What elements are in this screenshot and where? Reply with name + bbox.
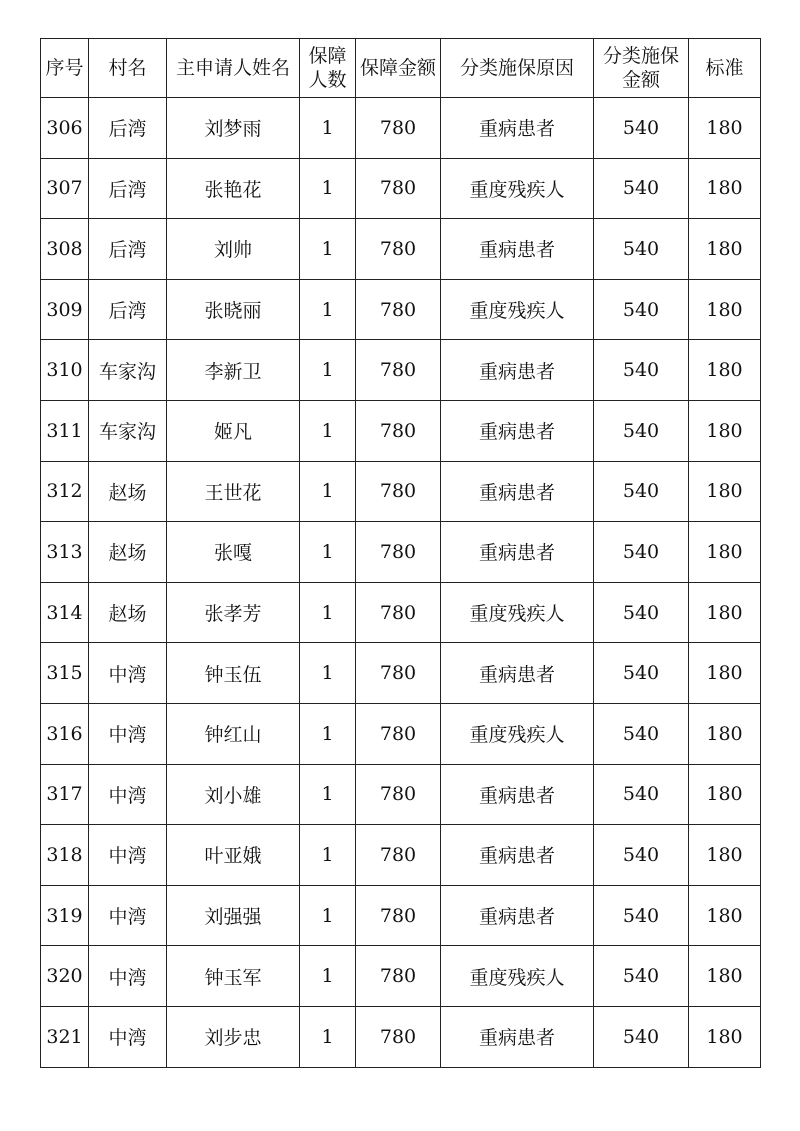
cell-village: 后湾 (89, 98, 167, 159)
cell-class-amount: 540 (594, 1006, 689, 1067)
cell-standard: 180 (689, 461, 761, 522)
cell-amount: 780 (356, 825, 441, 886)
cell-class-amount: 540 (594, 400, 689, 461)
cell-persons: 1 (300, 1006, 356, 1067)
cell-applicant-name: 钟玉军 (167, 946, 300, 1007)
cell-persons: 1 (300, 764, 356, 825)
cell-no: 316 (41, 703, 89, 764)
cell-village: 中湾 (89, 703, 167, 764)
cell-persons: 1 (300, 279, 356, 340)
cell-persons: 1 (300, 400, 356, 461)
cell-persons: 1 (300, 885, 356, 946)
header-no: 序号 (41, 39, 89, 98)
cell-persons: 1 (300, 340, 356, 401)
cell-applicant-name: 刘帅 (167, 219, 300, 280)
cell-amount: 780 (356, 158, 441, 219)
cell-applicant-name: 刘步忠 (167, 1006, 300, 1067)
cell-amount: 780 (356, 885, 441, 946)
cell-reason: 重病患者 (441, 461, 594, 522)
cell-village: 中湾 (89, 764, 167, 825)
cell-village: 中湾 (89, 946, 167, 1007)
cell-amount: 780 (356, 279, 441, 340)
cell-class-amount: 540 (594, 703, 689, 764)
cell-amount: 780 (356, 400, 441, 461)
cell-applicant-name: 刘强强 (167, 885, 300, 946)
cell-persons: 1 (300, 946, 356, 1007)
cell-applicant-name: 钟玉伍 (167, 643, 300, 704)
cell-standard: 180 (689, 158, 761, 219)
table-row (41, 400, 761, 461)
cell-class-amount: 540 (594, 582, 689, 643)
table-row (41, 764, 761, 825)
cell-no: 318 (41, 825, 89, 886)
cell-standard: 180 (689, 400, 761, 461)
cell-village: 后湾 (89, 279, 167, 340)
table-row (41, 461, 761, 522)
cell-village: 赵场 (89, 522, 167, 583)
cell-amount: 780 (356, 98, 441, 159)
table-row (41, 946, 761, 1007)
cell-class-amount: 540 (594, 219, 689, 280)
cell-amount: 780 (356, 340, 441, 401)
header-amount: 保障金额 (356, 39, 441, 98)
cell-applicant-name: 张嘎 (167, 522, 300, 583)
cell-class-amount: 540 (594, 825, 689, 886)
cell-persons: 1 (300, 825, 356, 886)
relief-table (40, 38, 761, 1068)
cell-class-amount: 540 (594, 764, 689, 825)
cell-amount: 780 (356, 219, 441, 280)
cell-village: 中湾 (89, 885, 167, 946)
cell-persons: 1 (300, 643, 356, 704)
cell-class-amount: 540 (594, 885, 689, 946)
header-reason: 分类施保原因 (441, 39, 594, 98)
table-row (41, 1006, 761, 1067)
cell-applicant-name: 李新卫 (167, 340, 300, 401)
cell-class-amount: 540 (594, 946, 689, 1007)
cell-applicant-name: 王世花 (167, 461, 300, 522)
cell-persons: 1 (300, 703, 356, 764)
cell-applicant-name: 张晓丽 (167, 279, 300, 340)
cell-persons: 1 (300, 461, 356, 522)
header-row (41, 39, 761, 98)
cell-reason: 重病患者 (441, 522, 594, 583)
table-row (41, 279, 761, 340)
cell-amount: 780 (356, 582, 441, 643)
cell-applicant-name: 刘小雄 (167, 764, 300, 825)
cell-applicant-name: 张孝芳 (167, 582, 300, 643)
cell-persons: 1 (300, 522, 356, 583)
cell-applicant-name: 张艳花 (167, 158, 300, 219)
cell-standard: 180 (689, 279, 761, 340)
cell-no: 310 (41, 340, 89, 401)
cell-class-amount: 540 (594, 643, 689, 704)
cell-reason: 重病患者 (441, 643, 594, 704)
cell-village: 中湾 (89, 1006, 167, 1067)
cell-no: 309 (41, 279, 89, 340)
header-standard: 标准 (689, 39, 761, 98)
cell-village: 中湾 (89, 643, 167, 704)
cell-class-amount: 540 (594, 158, 689, 219)
table-row (41, 643, 761, 704)
cell-no: 307 (41, 158, 89, 219)
cell-reason: 重病患者 (441, 1006, 594, 1067)
cell-standard: 180 (689, 764, 761, 825)
cell-no: 314 (41, 582, 89, 643)
cell-no: 321 (41, 1006, 89, 1067)
cell-persons: 1 (300, 582, 356, 643)
cell-village: 车家沟 (89, 400, 167, 461)
cell-no: 319 (41, 885, 89, 946)
cell-class-amount: 540 (594, 98, 689, 159)
cell-no: 306 (41, 98, 89, 159)
cell-reason: 重度残疾人 (441, 582, 594, 643)
header-applicant-name: 主申请人姓名 (167, 39, 300, 98)
cell-amount: 780 (356, 461, 441, 522)
cell-no: 312 (41, 461, 89, 522)
cell-standard: 180 (689, 340, 761, 401)
cell-applicant-name: 姬凡 (167, 400, 300, 461)
cell-persons: 1 (300, 98, 356, 159)
cell-reason: 重病患者 (441, 400, 594, 461)
cell-reason: 重病患者 (441, 764, 594, 825)
table-row (41, 340, 761, 401)
table-row (41, 522, 761, 583)
cell-applicant-name: 钟红山 (167, 703, 300, 764)
cell-persons: 1 (300, 219, 356, 280)
cell-reason: 重度残疾人 (441, 703, 594, 764)
table-row (41, 98, 761, 159)
cell-class-amount: 540 (594, 279, 689, 340)
cell-persons: 1 (300, 158, 356, 219)
cell-reason: 重病患者 (441, 885, 594, 946)
table-row (41, 825, 761, 886)
cell-reason: 重病患者 (441, 825, 594, 886)
cell-reason: 重病患者 (441, 340, 594, 401)
header-class-amount: 分类施保金额 (594, 39, 689, 98)
cell-class-amount: 540 (594, 461, 689, 522)
cell-no: 320 (41, 946, 89, 1007)
cell-amount: 780 (356, 1006, 441, 1067)
table-row (41, 703, 761, 764)
cell-standard: 180 (689, 885, 761, 946)
cell-village: 赵场 (89, 461, 167, 522)
cell-standard: 180 (689, 219, 761, 280)
cell-reason: 重病患者 (441, 98, 594, 159)
table-body (41, 98, 761, 1068)
cell-amount: 780 (356, 703, 441, 764)
cell-amount: 780 (356, 522, 441, 583)
cell-no: 317 (41, 764, 89, 825)
cell-village: 赵场 (89, 582, 167, 643)
cell-no: 313 (41, 522, 89, 583)
cell-standard: 180 (689, 703, 761, 764)
header-village: 村名 (89, 39, 167, 98)
cell-reason: 重度残疾人 (441, 158, 594, 219)
cell-standard: 180 (689, 946, 761, 1007)
cell-class-amount: 540 (594, 340, 689, 401)
cell-reason: 重度残疾人 (441, 946, 594, 1007)
cell-no: 315 (41, 643, 89, 704)
cell-village: 中湾 (89, 825, 167, 886)
cell-no: 308 (41, 219, 89, 280)
cell-reason: 重病患者 (441, 219, 594, 280)
cell-applicant-name: 叶亚娥 (167, 825, 300, 886)
cell-standard: 180 (689, 582, 761, 643)
cell-standard: 180 (689, 1006, 761, 1067)
cell-reason: 重度残疾人 (441, 279, 594, 340)
cell-village: 车家沟 (89, 340, 167, 401)
cell-applicant-name: 刘梦雨 (167, 98, 300, 159)
cell-amount: 780 (356, 946, 441, 1007)
cell-class-amount: 540 (594, 522, 689, 583)
cell-standard: 180 (689, 522, 761, 583)
cell-no: 311 (41, 400, 89, 461)
cell-standard: 180 (689, 825, 761, 886)
table-row (41, 582, 761, 643)
header-persons: 保障人数 (300, 39, 356, 98)
cell-village: 后湾 (89, 219, 167, 280)
table-row (41, 885, 761, 946)
cell-amount: 780 (356, 643, 441, 704)
table-row (41, 158, 761, 219)
table-row (41, 219, 761, 280)
cell-standard: 180 (689, 98, 761, 159)
cell-amount: 780 (356, 764, 441, 825)
cell-village: 后湾 (89, 158, 167, 219)
cell-standard: 180 (689, 643, 761, 704)
